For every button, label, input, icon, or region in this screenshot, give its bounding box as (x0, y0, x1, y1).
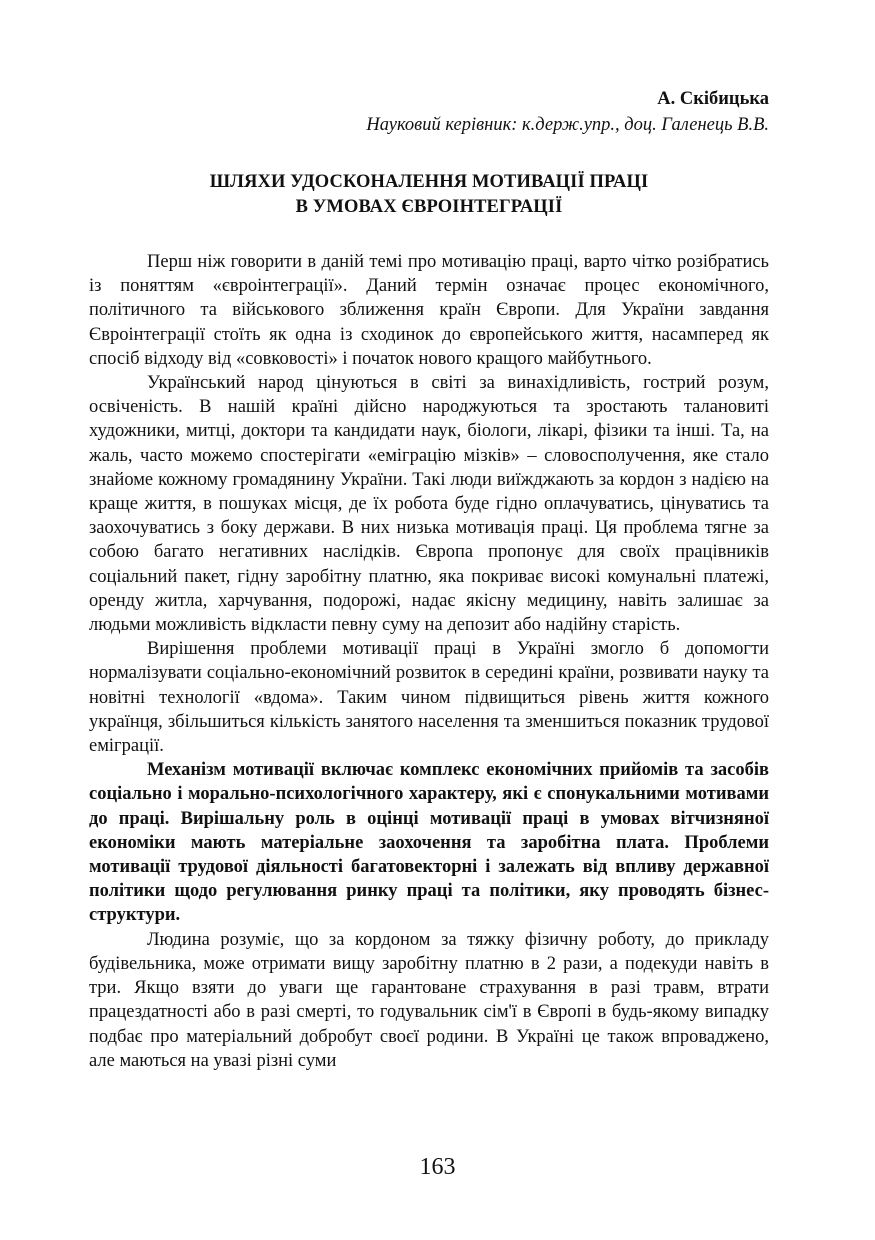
author-name: А. Скібицька (657, 89, 769, 109)
page-number: 163 (419, 1154, 456, 1180)
paragraph-5: Людина розуміє, що за кордоном за тяжку фізичну роботу, до прикладу будівельника, може отримати вищу заробітну платню в 2 рази, а подекуди навіть в три. Якщо взяти до уваги ще гарантоване страхування в разі травм, втрати працездатності або в разі смерті, то годувальник сім'ї в Європі в будь-якому випадку подбає про матеріальний добробут своєї родини. В Україні це також впроваджено, але маються на увазі різні суми (89, 929, 769, 1071)
document-page (89, 86, 769, 1073)
paragraph-1: Перш ніж говорити в даній темі про мотивацію праці, варто чітко розібратись із поняттям «євроінтеграції». Даний термін означає процес економічного, політичного та військового зближення країн Європи. Для України завдання Євроінтеграції стоїть як одна із сходинок до європейського життя, насамперед як спосіб відходу від «совковості» і початок нового кращого майбутнього. (89, 252, 769, 369)
paragraph-3: Вирішення проблеми мотивації праці в Україні змогло б допомогти нормалізувати соціально-економічний розвиток в середині країни, розвивати науку та новітні технології «вдома». Таким чином підвищиться рівень життя кожного українця, збільшиться кількість занятого населення та зменшиться показник трудової еміграції. (89, 639, 769, 757)
paragraph-4-bold: Механізм мотивації включає комплекс економічних прийомів та засобів соціально і морально-психологічного характеру, які є спонукальними мотивами до праці. Вирішальну роль в оцінці мотивації праці в умовах вітчизняної економіки мають матеріальне заохочення та заробітна плата. Проблеми мотивації трудової діяльності багатовекторні і залежать від впливу державної політики щодо регулювання ринку праці та політики, яку проводять бізнес-структури. (89, 760, 769, 926)
article-title-line-2: В УМОВАХ ЄВРОІНТЕГРАЦІЇ (295, 197, 563, 217)
article-title (89, 170, 769, 220)
article-title-line-1: ШЛЯХИ УДОСКОНАЛЕННЯ МОТИВАЦІЇ ПРАЦІ (209, 172, 649, 192)
scientific-advisor: Науковий керівник: к.держ.упр., доц. Галенець В.В. (366, 115, 769, 135)
paragraph-2: Український народ цінуються в світі за винахідливість, гострий розум, освіченість. В нашій країні дійсно народжуються та зростають талановиті художники, митці, доктори та кандидати наук, біологи, лікарі, фізики та інші. Та, на жаль, часто можемо спостерігати «еміграцію мізків» – словосполучення, яке стало знайоме кожному громадянину України. Такі люди виїжджають за кордон з надією на краще життя, в пошуках місця, де їх робота буде гідно оплачуватись, цінуватись та заохочуватись з боку держави. В них низька мотивація праці. Ця проблема тягне за собою багато негативних наслідків. Європа пропонує для своїх працівників соціальний пакет, гідну заробітну платню, яка покриває високі комунальні платежі, оренду житла, харчування, подорожі, надає якісну медицину, навіть залишає за людьми можливість відкласти певну суму на депозит або надійну старість. (89, 373, 769, 636)
